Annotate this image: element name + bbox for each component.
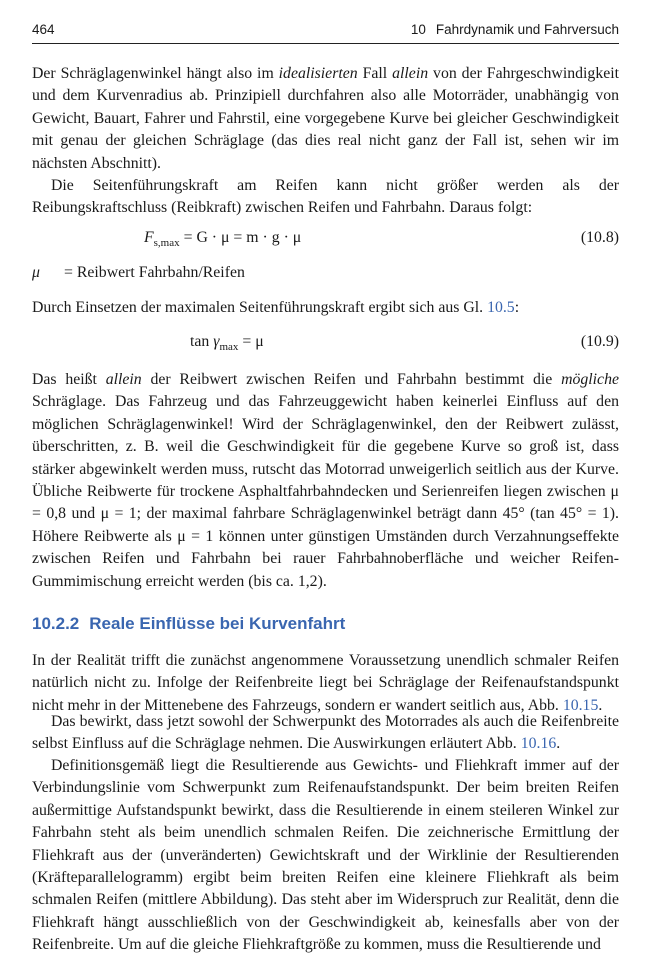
section-heading: [32, 614, 345, 634]
page-number: 464: [32, 22, 55, 37]
definition-symbol: μ: [32, 264, 40, 281]
emphasis: allein: [105, 371, 142, 388]
chapter-number: 10: [410, 22, 426, 37]
equation-expression: $F_{s,max} = G \cdot \mu = m \cdot g \cdot \mu$: [144, 229, 302, 250]
running-header: [32, 21, 619, 44]
emphasis: mögliche: [561, 371, 619, 388]
paragraph-3: Durch Einsetzen der maximalen Seitenführungskraft ergibt sich aus Gl. 10.5:: [32, 299, 520, 316]
chapter-heading: [411, 22, 619, 37]
paragraph-2: Die Seitenführungskraft am Reifen kann nicht größer werden als der Reibungskraftschluss (Reibkraft) zwischen Reifen und Fahrbahn. Daraus folgt:: [32, 177, 619, 217]
paragraph-6: Das bewirkt, dass jetzt sowohl der Schwerpunkt des Motorrades als auch die Reifenbreite selbst Einfluss auf die Schräglage nehmen. Die Auswirkungen erläutert Abb. 10.16.: [32, 713, 619, 753]
paragraph-1: Der Schräglagenwinkel hängt also im idealisierten Fall allein von der Fahrgeschwindigkeit und dem Kurvenradius ab. Prinzipiell durchfahren also alle Motorräder, unabhängig von Gewicht, Bauart, Fahrer und Fahrstil, eine vorgegebene Kurve bei gleicher Geschwindigkeit mit genau der gleichen Schräglage (das dies real nicht ganz der Fall ist, sehen wir im nächsten Abschnitt).: [32, 65, 620, 172]
section-number: 10.2.2: [32, 614, 80, 633]
figure-reference-link[interactable]: 10.15: [562, 696, 599, 714]
emphasis: allein: [392, 65, 429, 82]
equation-expression: $\tan \gamma_{max} = \mu$: [190, 333, 264, 354]
emphasis: idealisierten: [278, 65, 358, 82]
paragraph-5: In der Realität trifft die zunächst angenommene Voraussetzung unendlich schmaler Reifen natürlich nicht zu. Infolge der Reifenbreite liegt bei Schräglage der Reifenaufstandspunkt nicht mehr in der Mittenebene des Fahrzeugs, sondern er wandert seitlich aus, Abb. 10.15.: [32, 652, 619, 714]
paragraph-7: Definitionsgemäß liegt die Resultierende aus Gewichts- und Fliehkraft immer auf der Verbindungslinie vom Schwerpunkt zum Reifenaufstandspunkt. Der beim breiten Reifen außermittige Aufstandspunkt bewirkt, dass die Resultierende in einem steileren Winkel zur Fahrbahn steht als beim unendlich schmalen Reifen. Die zeichnerische Ermittlung der Fliehkraft aus der (unveränderten) Gewichtskraft und der Wirklinie der Resultierenden (Kräfteparallelogramm) ergibt beim breiten Reifen eine kleinere Fliehkraft als beim schmalen Reifen (mittlere Abbildung). Das steht aber im Widerspruch zur Realität, denn die Fliehkraft hängt ausschließlich von der Geschwindigkeit ab, keinesfalls aber von der Reifenbreite. Um auf die gleiche Fliehkraftgröße zu kommen, muss die Resultierende und: [32, 757, 619, 954]
equation-10-8: [32, 227, 619, 249]
definition-text: = Reibwert Fahrbahn/Reifen: [64, 264, 245, 281]
equation-number: (10.8): [580, 229, 619, 246]
equation-reference-link[interactable]: 10.5: [487, 299, 515, 316]
equation-10-9: [32, 331, 619, 353]
section-title: Reale Einflüsse bei Kurvenfahrt: [89, 614, 346, 633]
paragraph-4: Das heißt allein der Reibwert zwischen Reifen und Fahrbahn bestimmt die mögliche Schräglage. Das Fahrzeug und das Fahrzeuggewicht haben keinerlei Einfluss auf den möglichen Schräglagenwinkel! Wird der Schräglagenwinkel, den der Reibwert zulässt, überschritten, z. B. weil die Geschwindigkeit für die gegebene Kurve so groß ist, dass stärker abgewinkelt werden muss, rutscht das Motorrad unweigerlich seitlich aus der Kurve. Übliche Reibwerte für trockene Asphaltfahrbahndecken und Serienreifen liegen zwischen μ = 0,8 und μ = 1; der maximal fahrbare Schräglagenwinkel beträgt dann 45° (tan 45° = 1). Höhere Reibwerte als μ = 1 können unter günstigen Umständen durch Verzahnungseffekte zwischen Reifen und Fahrbahn bei rauer Fahrbahnoberfläche und weicher Reifen-Gummimischung erreicht werden (bis ca. 1,2).: [32, 371, 619, 590]
figure-reference-link[interactable]: 10.16: [520, 735, 557, 753]
chapter-title: Fahrdynamik und Fahrversuch: [435, 22, 619, 37]
equation-number: (10.9): [580, 333, 619, 350]
